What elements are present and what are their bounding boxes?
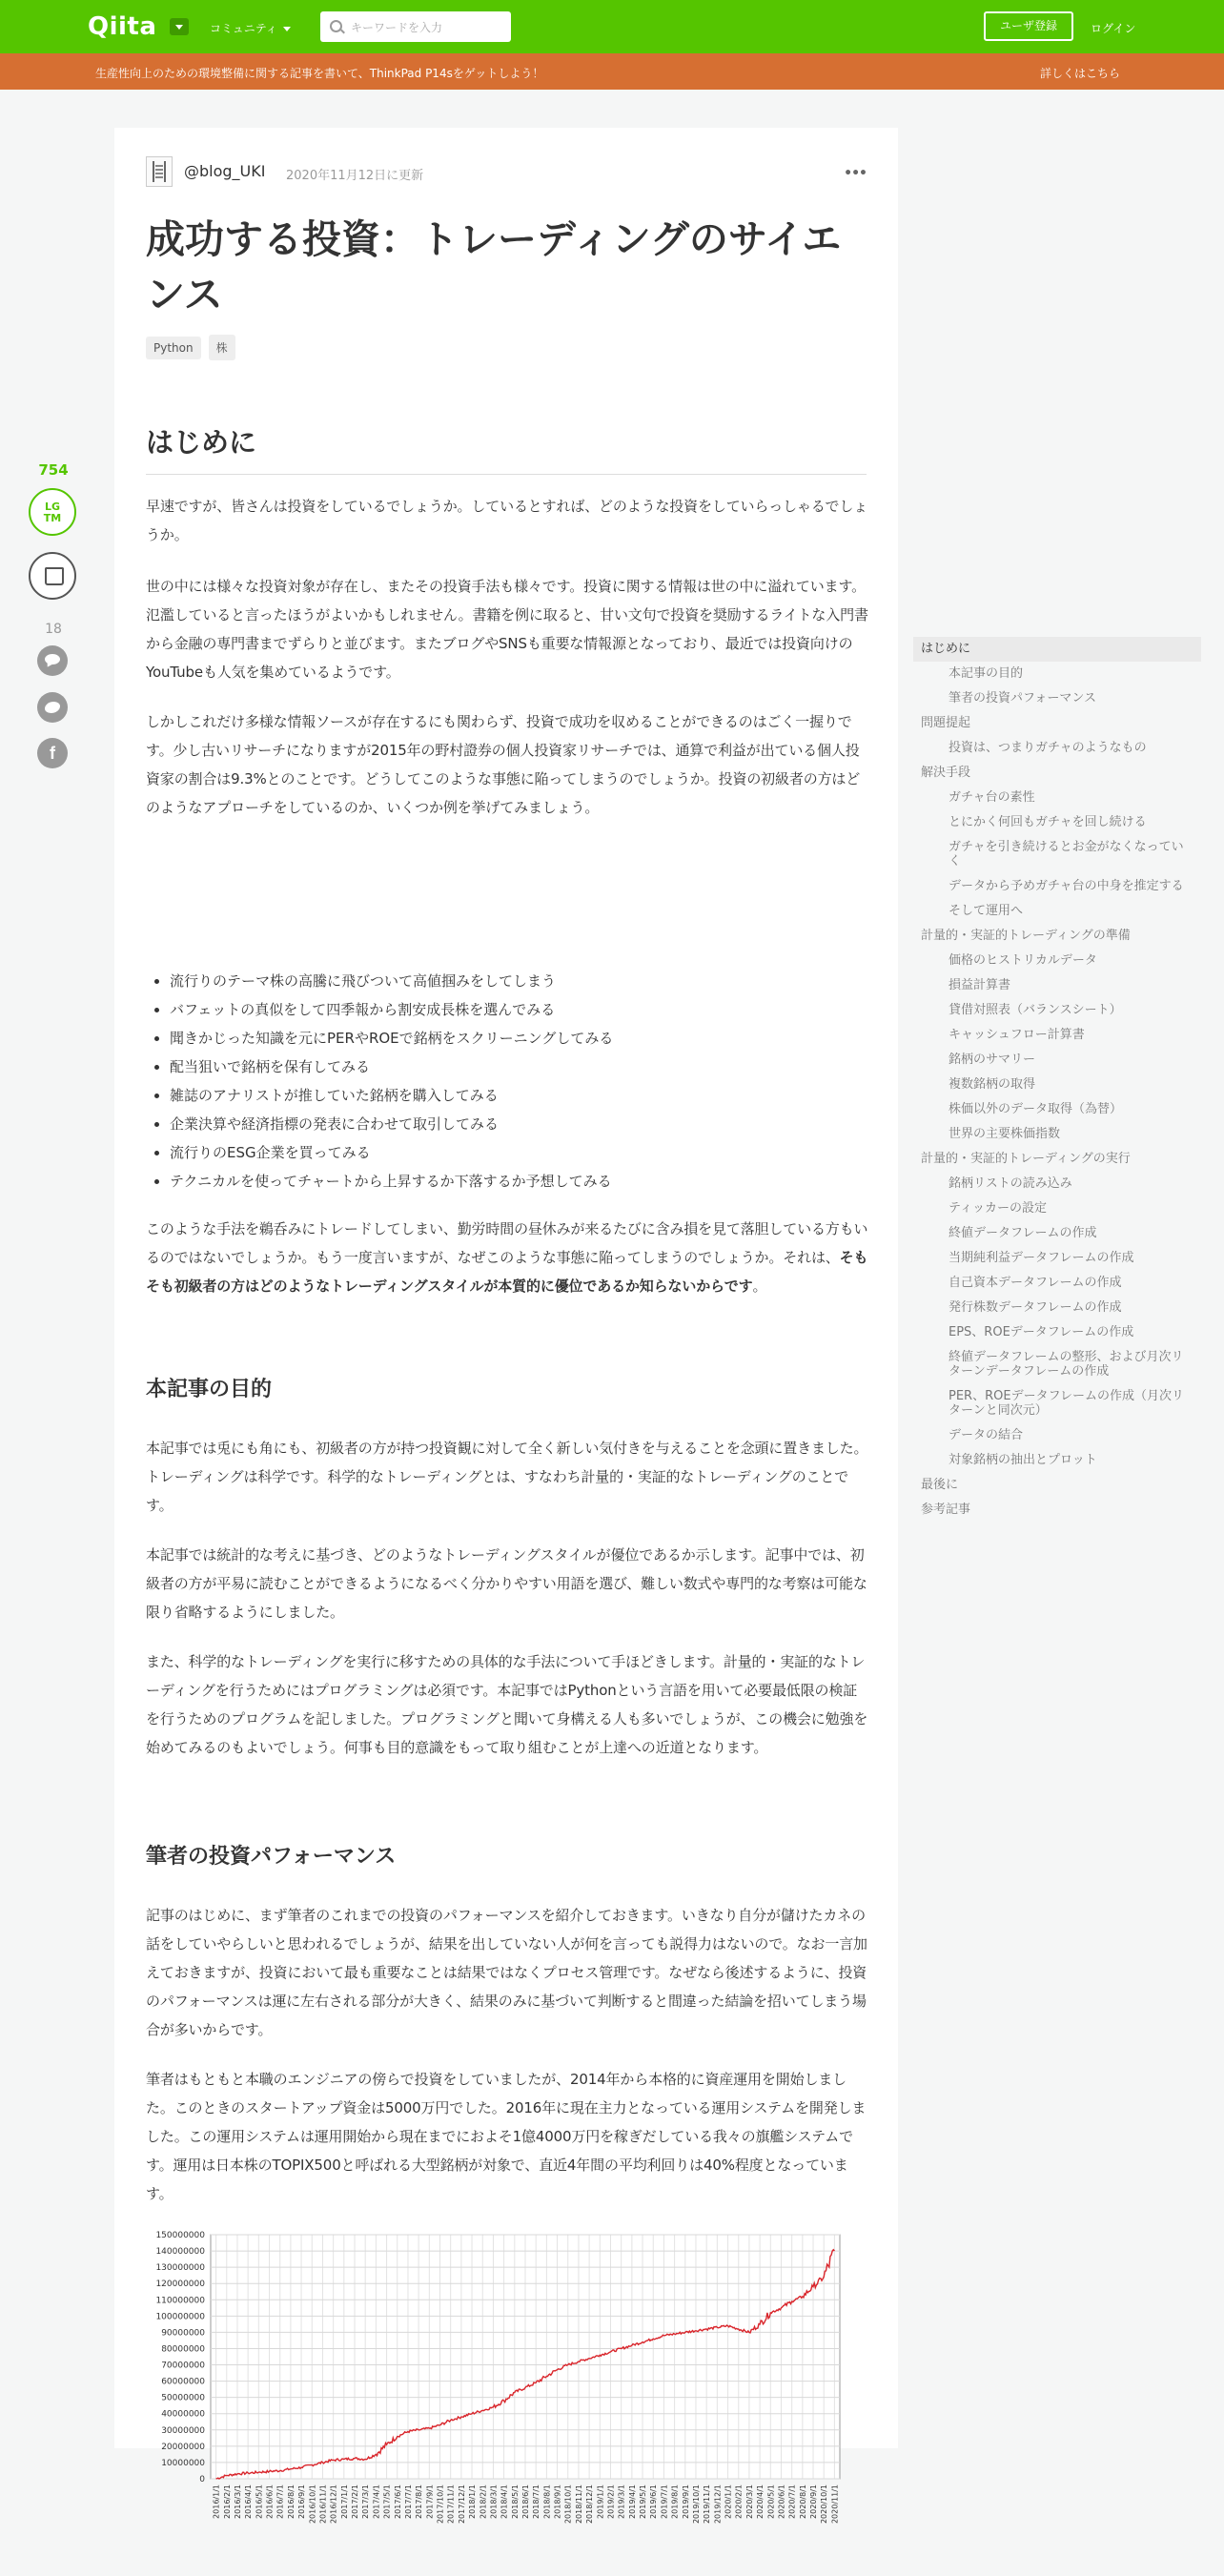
- toc-item[interactable]: データの結合: [949, 1428, 1024, 1442]
- banner-details-link[interactable]: 詳しくはこちら: [1040, 67, 1121, 80]
- list-item: • 雑誌のアナリストが推していた銘柄を購入してみる: [170, 1081, 875, 1110]
- toc-item[interactable]: 世界の主要株価指数: [949, 1127, 1061, 1141]
- x-tick-label: 2016/7/1: [275, 2484, 285, 2519]
- x-tick-label: 2019/9/1: [681, 2484, 690, 2519]
- twitter-share-icon[interactable]: [37, 692, 68, 723]
- facebook-share-icon[interactable]: f: [37, 738, 68, 768]
- x-tick-label: 2016/2/1: [222, 2484, 232, 2519]
- toc-item[interactable]: 本記事の目的: [949, 666, 1024, 681]
- x-tick-label: 2019/5/1: [639, 2484, 648, 2519]
- paragraph: 本記事では統計的な考えに基づき、どのようなトレーディングスタイルが優位であるか示します。記事中では、初級者の方が平易に読むことができるようになるべく分かりやすい用語を選び、難しい数式や専門的な考察は可能な限り省略するようにしました。: [146, 1546, 867, 1621]
- x-tick-label: 2018/7/1: [532, 2484, 541, 2519]
- lgtm-button[interactable]: [29, 488, 76, 536]
- x-tick-label: 2017/7/1: [403, 2484, 413, 2519]
- x-tick-label: 2017/3/1: [361, 2484, 371, 2519]
- x-tick-label: 2016/12/1: [329, 2484, 338, 2525]
- signup-button[interactable]: ユーザ登録: [984, 11, 1073, 41]
- x-tick-label: 2017/10/1: [436, 2484, 445, 2525]
- performance-chart: [146, 2227, 867, 2572]
- toc-item[interactable]: 計量的・実証的トレーディングの実行: [921, 1152, 1131, 1166]
- toc-item[interactable]: キャッシュフロー計算書: [949, 1028, 1085, 1042]
- toc-item[interactable]: 貸借対照表（バランスシート）: [949, 1003, 1122, 1017]
- x-tick-label: 2017/1/1: [339, 2484, 349, 2519]
- heading-intro: はじめに: [146, 421, 867, 475]
- toc-item[interactable]: EPS、ROEデータフレームの作成: [949, 1325, 1134, 1339]
- x-tick-label: 2018/2/1: [479, 2484, 488, 2519]
- tag-stock[interactable]: 株: [209, 335, 235, 360]
- x-tick-label: 2016/9/1: [297, 2484, 307, 2519]
- x-tick-label: 2017/4/1: [372, 2484, 381, 2519]
- paragraph: 早速ですが、皆さんは投資をしているでしょうか。しているとすれば、どのような投資をしていらっしゃるでしょうか。: [146, 498, 868, 543]
- community-label: コミュニティ: [210, 22, 277, 35]
- paragraph: [146, 1215, 868, 1300]
- x-tick-label: 2020/3/1: [745, 2484, 754, 2519]
- lgtm-label: LG TM: [43, 501, 62, 524]
- tag-list: [146, 335, 243, 360]
- toc-item[interactable]: データから予めガチャ台の中身を推定する: [949, 879, 1184, 893]
- toc-item[interactable]: 参考記事: [921, 1503, 971, 1517]
- y-tick-label: 50000000: [161, 2393, 205, 2403]
- x-tick-label: 2019/6/1: [649, 2484, 659, 2519]
- toc-item[interactable]: 投資は、つまりガチャのようなもの: [949, 741, 1147, 755]
- y-tick-label: 110000000: [155, 2296, 205, 2306]
- x-tick-label: 2020/2/1: [734, 2484, 744, 2519]
- x-tick-label: 2018/9/1: [553, 2484, 562, 2519]
- tag-python[interactable]: Python: [146, 337, 201, 359]
- x-tick-label: 2018/10/1: [563, 2484, 573, 2525]
- x-tick-label: 2019/3/1: [617, 2484, 626, 2519]
- article-title: 成功する投資：トレーディングのサイエンス: [146, 216, 842, 317]
- toc-item[interactable]: 対象銘柄の抽出とプロット: [949, 1453, 1097, 1467]
- list-item: • 企業決算や経済指標の発表に合わせて取引してみる: [170, 1110, 875, 1138]
- toc-item[interactable]: 銘柄のサマリー: [949, 1053, 1036, 1067]
- x-tick-label: 2020/7/1: [787, 2484, 797, 2519]
- toc-item[interactable]: ティッカーの設定: [949, 1201, 1047, 1216]
- y-tick-label: 30000000: [161, 2425, 205, 2436]
- y-tick-label: 10000000: [161, 2458, 205, 2468]
- stock-button[interactable]: [29, 552, 76, 600]
- y-tick-label: 70000000: [161, 2361, 205, 2371]
- x-tick-label: 2019/2/1: [606, 2484, 616, 2519]
- promo-banner: [0, 53, 1224, 90]
- x-tick-label: 2017/5/1: [382, 2484, 392, 2519]
- x-tick-label: 2017/9/1: [425, 2484, 435, 2519]
- paragraph: 筆者はもともと本職のエンジニアの傍らで投資をしていましたが、2014年から本格的に資産運用を開始しました。このときのスタートアップ資金は5000万円でした。2016年に現在主力となっている運用システムを開発しました。この運用システムは運用開始から現在までにおよそ1億4000万円を稼ぎだしている我々の旗艦システムです。運用は日本株のTOPIX500と呼ばれる大型銘柄が対象で、直近4年間の平均利回りは40%程度となっています。: [146, 2071, 867, 2202]
- list-item: • 聞きかじった知識を元にPERやROEで銘柄をスクリーニングしてみる: [170, 1024, 875, 1053]
- qiita-logo[interactable]: Qiita: [88, 12, 157, 41]
- x-tick-label: 2017/6/1: [393, 2484, 402, 2519]
- toc-item[interactable]: 問題提起: [921, 716, 971, 730]
- x-tick-label: 2018/12/1: [585, 2484, 595, 2525]
- comment-icon[interactable]: [37, 645, 68, 676]
- paragraph: 世の中には様々な投資対象が存在し、またその投資手法も様々です。投資に関する情報は世の中に溢れています。氾濫していると言ったほうがよいかもしれません。書籍を例に取ると、甘い文句で投資を奨励するライトな入門書から金融の専門書までずらりと並びます。またブログやSNSも重要な情報源となっており、最近では投資向けのYouTubeも人気を集めているようです。: [146, 578, 868, 681]
- x-tick-label: 2019/8/1: [670, 2484, 680, 2519]
- x-tick-label: 2019/4/1: [627, 2484, 637, 2519]
- x-tick-label: 2020/5/1: [766, 2484, 776, 2519]
- x-tick-label: 2018/5/1: [510, 2484, 520, 2519]
- x-tick-label: 2018/3/1: [489, 2484, 499, 2519]
- search-icon: [330, 20, 342, 32]
- list-item: • 流行りのESG企業を買ってみる: [170, 1138, 875, 1167]
- toc-item[interactable]: 銘柄リストの読み込み: [949, 1176, 1072, 1191]
- x-tick-label: 2017/12/1: [457, 2484, 466, 2525]
- toc-item[interactable]: 計量的・実証的トレーディングの準備: [921, 929, 1131, 943]
- paragraph: また、科学的なトレーディングを実行に移すための具体的な手法について手ほどきします。計量的・実証的なトレーディングを行うためにはプログラミングは必須です。本記事ではPythonという言語を用いて必要最低限の検証を行うためのプログラムを記しました。プログラミングと聞いて身構える人も多いでしょうが、この機会に勉強を始めてみるのもよいでしょう。何事も目的意識をもって取り組むことが上達への近道となります。: [146, 1653, 868, 1756]
- toc-item[interactable]: 株価以外のデータ取得（為替）: [949, 1102, 1123, 1116]
- toc-item[interactable]: 最後に: [921, 1478, 959, 1492]
- list-item: • テクニカルを使ってチャートから上昇するか下落するか予想してみる: [170, 1167, 875, 1196]
- paragraph-end: 。: [752, 1278, 767, 1295]
- toc-item[interactable]: 損益計算書: [949, 978, 1011, 992]
- x-tick-label: 2019/1/1: [596, 2484, 605, 2519]
- x-tick-label: 2019/10/1: [691, 2484, 701, 2525]
- x-tick-label: 2018/4/1: [500, 2484, 509, 2519]
- paragraph: しかしこれだけ多様な情報ソースが存在するにも関わらず、投資で成功を収めることができるのはごく一握りです。少し古いリサーチになりますが2015年の野村證券の個人投資家リサーチでは、通算で利益が出ている個人投資家の割合は9.3%とのことです。どうしてこのような事態に陥ってしまうのでしょうか。投資の初級者の方はどのようなアプローチをしているのか、いくつか例を挙げてみましょう。: [146, 713, 861, 816]
- banner-text: 生産性向上のための環境整備に関する記事を書いて、ThinkPad P14sをゲットしよう！: [95, 67, 544, 80]
- y-tick-label: 60000000: [161, 2377, 205, 2387]
- approach-list: [146, 967, 875, 1196]
- y-tick-label: 80000000: [161, 2344, 205, 2355]
- toc-item[interactable]: とにかく何回もガチャを回し続ける: [949, 815, 1147, 829]
- toc-item[interactable]: 自己資本データフレームの作成: [949, 1276, 1122, 1290]
- x-tick-label: 2019/12/1: [713, 2484, 723, 2525]
- toc-item[interactable]: 解決手段: [921, 766, 971, 780]
- paragraph: 記事のはじめに、まず筆者のこれまでの投資のパフォーマンスを紹介しておきます。いきなり自分が儲けたカネの話をしていやらしいと思われるでしょうが、結果を出していない人が何を言っても説得力はないので。なお一言加えておきますが、投資において最も重要なことは結果ではなくプロセス管理です。なぜなら後述するように、投資のパフォーマンスは運に左右される部分が大きく、結果のみに基づいて判断すると間違った結論を招いてしまう場合が多いからです。: [146, 1907, 867, 2038]
- community-menu[interactable]: [210, 20, 291, 36]
- search-input[interactable]: [349, 17, 505, 38]
- toc-item[interactable]: 複数銘柄の取得: [949, 1077, 1036, 1092]
- comment-count: 18: [45, 622, 62, 637]
- x-tick-label: 2016/3/1: [233, 2484, 242, 2519]
- toc-item[interactable]: はじめに: [913, 637, 1201, 662]
- author-row: [146, 156, 867, 185]
- list-item: • 配当狙いで銘柄を保有してみる: [170, 1053, 875, 1081]
- y-tick-label: 120000000: [155, 2280, 205, 2290]
- y-tick-label: 100000000: [155, 2312, 205, 2322]
- x-tick-label: 2018/6/1: [521, 2484, 530, 2519]
- y-tick-label: 130000000: [155, 2263, 205, 2274]
- chevron-down-icon: [283, 27, 291, 31]
- more-options-icon[interactable]: •••: [844, 166, 867, 181]
- x-tick-label: 2016/5/1: [255, 2484, 264, 2519]
- heading-purpose: 本記事の目的: [146, 1378, 273, 1401]
- toc-item[interactable]: そして運用へ: [949, 904, 1024, 918]
- updated-date: 2020年11月12日に更新: [286, 169, 424, 183]
- y-tick-label: 40000000: [161, 2409, 205, 2420]
- x-tick-label: 2017/8/1: [415, 2484, 424, 2519]
- x-tick-label: 2016/1/1: [212, 2484, 221, 2519]
- y-tick-label: 90000000: [161, 2328, 205, 2339]
- paragraph-text: このような手法を鵜呑みにトレードしてしまい、勤労時間の昼休みが来るたびに含み損を見て落胆している方もいるのではないでしょうか。もう一度言いますが、なぜこのような事態に陥ってしまうのでしょうか。それは、: [146, 1220, 868, 1266]
- x-tick-label: 2018/8/1: [542, 2484, 552, 2519]
- toc-item[interactable]: 筆者の投資パフォーマンス: [949, 691, 1096, 705]
- emphasis-text: そもそも初級者の方はどのようなトレーディングスタイルが本質的に優位であるか知らないからです: [146, 1249, 868, 1295]
- x-tick-label: 2020/6/1: [777, 2484, 786, 2519]
- y-tick-label: 0: [199, 2475, 205, 2484]
- paragraph: 本記事では兎にも角にも、初級者の方が持つ投資観に対して全く新しい気付きを与えることを念頭に置きました。トレーディングは科学です。科学的なトレーディングとは、すなわち計量的・実証的なトレーディングのことです。: [146, 1440, 868, 1514]
- toc-item[interactable]: PER、ROEデータフレームの作成（月次リターンと同次元）: [949, 1389, 1185, 1418]
- x-tick-label: 2020/10/1: [820, 2484, 829, 2525]
- x-tick-label: 2016/6/1: [265, 2484, 275, 2519]
- top-navbar: [0, 0, 1224, 53]
- x-tick-label: 2020/4/1: [756, 2484, 765, 2519]
- toc-item[interactable]: ガチャを引き続けるとお金がなくなっていく: [949, 840, 1184, 869]
- y-tick-label: 150000000: [155, 2231, 205, 2240]
- heading-performance: 筆者の投資パフォーマンス: [146, 1845, 397, 1869]
- avatar[interactable]: [146, 156, 173, 187]
- toc-item[interactable]: ガチャ台の素性: [949, 790, 1035, 805]
- x-tick-label: 2016/8/1: [286, 2484, 296, 2519]
- login-link[interactable]: ログイン: [1091, 22, 1136, 35]
- toc-item[interactable]: 終値データフレームの作成: [949, 1226, 1097, 1240]
- x-tick-label: 2017/2/1: [351, 2484, 360, 2519]
- x-tick-label: 2019/7/1: [660, 2484, 669, 2519]
- username-link[interactable]: @blog_UKI: [184, 162, 266, 180]
- toc-item[interactable]: 当期純利益データフレームの作成: [949, 1251, 1134, 1265]
- article-card: [114, 128, 898, 2525]
- search-box[interactable]: [320, 11, 511, 42]
- toc-item[interactable]: 価格のヒストリカルデータ: [949, 953, 1097, 968]
- x-tick-label: 2020/11/1: [830, 2484, 840, 2525]
- x-tick-label: 2020/9/1: [809, 2484, 819, 2519]
- lgtm-count: 754: [38, 461, 69, 479]
- x-tick-label: 2016/10/1: [308, 2484, 317, 2525]
- logo-dropdown-icon[interactable]: [170, 18, 189, 35]
- list-item: • 流行りのテーマ株の高騰に飛びついて高値掴みをしてしまう: [170, 967, 875, 995]
- y-tick-label: 140000000: [155, 2247, 205, 2258]
- x-tick-label: 2020/1/1: [724, 2484, 733, 2519]
- toc-item[interactable]: 終値データフレームの整形、および月次リターンデータフレームの作成: [949, 1350, 1184, 1379]
- x-tick-label: 2019/11/1: [703, 2484, 712, 2525]
- x-tick-label: 2018/1/1: [468, 2484, 478, 2519]
- performance-chart-svg: [146, 2227, 867, 2572]
- x-tick-label: 2017/11/1: [446, 2484, 456, 2525]
- toc-item[interactable]: 発行株数データフレームの作成: [949, 1300, 1122, 1315]
- x-tick-label: 2020/8/1: [798, 2484, 807, 2519]
- y-tick-label: 20000000: [161, 2442, 205, 2452]
- x-tick-label: 2016/4/1: [244, 2484, 254, 2519]
- x-tick-label: 2018/11/1: [574, 2484, 583, 2525]
- x-tick-label: 2016/11/1: [318, 2484, 328, 2525]
- list-item: • バフェットの真似をして四季報から割安成長株を選んでみる: [170, 995, 875, 1024]
- table-of-contents: [913, 637, 1201, 1523]
